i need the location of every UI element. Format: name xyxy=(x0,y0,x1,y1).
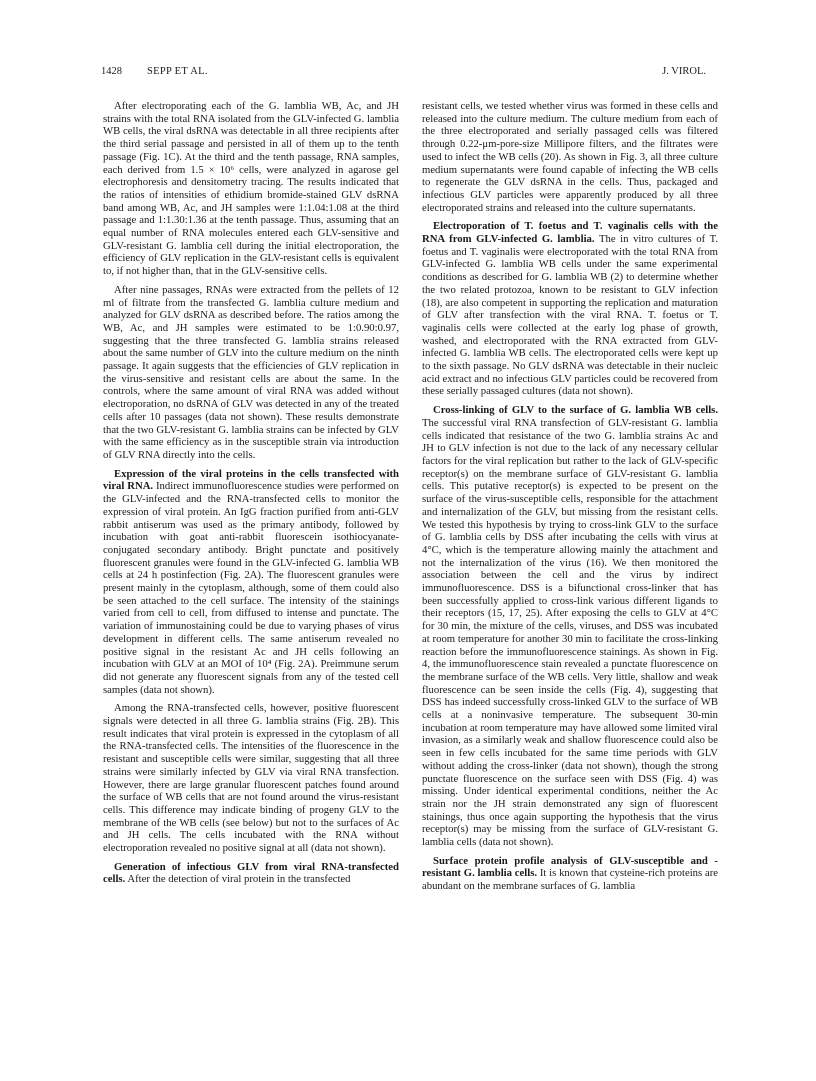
section-heading: Expression of the viral proteins in the cells transfected with viral RNA. xyxy=(103,467,399,493)
paragraph: After nine passages, RNAs were extracted from the pellets of 12 ml of filtrate from the transfected G. lamblia culture medium and analyzed for GLV dsRNA as described before. The ratios among the WB, Ac, and JH samples were estimated to be 1:0.90:0.97, suggesting that the three transfected G. lamblia strains released about the same number of GLV into the culture medium on the ninth passage. It again suggests that the efficiencies of GLV replication in the virus-sensitive and resistant cells are about the same. In the controls, where the same amount of viral RNA was added without electroporation, no dsRNA of GLV was detected in any of the treated cells after 10 passages (data not shown). These results demonstrate that the two GLV-resistant G. lamblia strains can be infected by GLV with the same efficiency as in the susceptible strain via introduction of GLV RNA directly into the cells. xyxy=(103,283,399,461)
section-paragraph: Electroporation of T. foetus and T. vaginalis cells with the RNA from GLV-infected G. lamblia. The in vitro cultures of T. foetus and T. vaginalis were electroporated with the total RNA from GLV-infected G. lamblia WB cells under the same experimental conditions as described for G. lamblia WB (2) to determine whether the two related protozoa, known to be resistant to GLV infection (18), are also competent in supporting the replication and maturation of GLV after transfection with the viral RNA. T. foetus or T. vaginalis cells were collected at the early log phase of growth, washed, and electroporated with the RNA extracted from GLV-infected G. lamblia WB cells. The electroporated cells were kept up to the sixth passage. No GLV dsRNA was detectable in their nucleic acid extract and no infectious GLV particles could be recovered from these serially passaged cultures (data not shown). xyxy=(422,220,719,398)
section-heading: Electroporation of T. foetus and T. vaginalis cells with the RNA from GLV-infected G. lamblia. xyxy=(422,220,718,246)
paragraph-continued: resistant cells, we tested whether virus was formed in these cells and released into the culture medium. The culture medium from each of the three electroporated and serially passaged cells was filtered through 0.22-μm-pore-size Millipore filters, and the filtrates were used to infect the WB cells (20). As shown in Fig. 3, all three culture medium supernatants were found capable of infecting the WB cells to regenerate the GLV dsRNA in the cells. Thus, packaged and infectious GLV particles were apparently produced by all three electroporated strains and released into the culture supernatants. xyxy=(422,100,718,214)
section-paragraph: Expression of the viral proteins in the cells transfected with viral RNA. Indirect immunofluorescence studies were performed on the GLV-infected and the RNA-transfected cells to monitor the expression of viral protein. An IgG fraction purified from anti-GLV rabbit antiserum was used as the primary antibody, followed by incubation with goat anti-rabbit fluorescein isothiocyanate-conjugated secondary antibody. Bright punctate and positively fluorescent granules were found in the GLV-infected G. lamblia WB cells at 24 h postinfection (Fig. 2A). The fluorescent granules were present mainly in the cytoplasm, although, some of them could also be seen attached to the cell surface. The intensity of the stainings varied from cell to cell, from diffused to intense and punctate. The variation of immunostaining could be due to varying phases of virus development in different cells. The same antiserum revealed no positive signal in the resistant Ac and JH cells following an incubation with GLV at an MOI of 10⁴ (Fig. 2A). Preimmune serum did not generate any fluorescent signals from any of the tested cell samples (data not shown). xyxy=(103,467,399,696)
paragraph: Among the RNA-transfected cells, however, positive fluorescent signals were detected in all three G. lamblia strains (Fig. 2B). This result indicates that viral protein is expressed in the cytoplasm of all the RNA-transfected cells. The intensities of the fluorescence in the resistant and susceptible cells were similar, suggesting that all three strains were similarly infected by GLV via viral RNA transfection. However, there are large granular fluorescent patches found around the surface of WB cells that are not found around the virus-resistant cells. This difference may indicate binding of progeny GLV to the membrane of the WB cells (see below) but not to the surfaces of Ac and JH cells. The cells incubated with the RNA without electroporation revealed no positive signal at all (data not shown). xyxy=(103,702,399,855)
section-heading: Generation of infectious GLV from viral RNA-transfected cells. xyxy=(103,860,399,886)
journal-name: J. VIROL. xyxy=(662,66,706,77)
section-paragraph: Surface protein profile analysis of GLV-susceptible and -resistant G. lamblia cells. It is known that cysteine-rich proteins are abundant on the membrane surfaces of G. lamblia xyxy=(422,854,719,893)
paragraph: After electroporating each of the G. lamblia WB, Ac, and JH strains with the total RNA isolated from the GLV-infected G. lamblia WB cells, the viral dsRNA was detectable in all three recipients after the third serial passage and persisted in all of them up to the tenth passage (Fig. 1C). At the third and the tenth passage, RNA samples, each derived from 1.5 × 10⁶ cells, were analyzed in agarose gel electrophoresis and densitometry tracing. The results indicated that the ratios of intensities of ethidium bromide-stained GLV dsRNA band among WB, Ac, and JH samples were 1:1.04:1.08 at the third passage and 1:1.30:1.36 at the tenth passage. Thus, assuming that an equal number of RNA molecules entered each GLV-sensitive and GLV-resistant G. lamblia cell during the initial electroporation, the efficiency of GLV replication in the GLV-resistant cells is equivalent to, if not higher than, that in the GLV-sensitive cells. xyxy=(103,100,399,278)
section-heading: Surface protein profile analysis of GLV-susceptible and -resistant G. lamblia cells. xyxy=(422,854,718,880)
running-authors: SEPP ET AL. xyxy=(147,66,208,77)
left-column xyxy=(103,100,399,892)
running-header xyxy=(101,66,706,80)
section-paragraph: Generation of infectious GLV from viral RNA-transfected cells. After the detection of viral protein in the transfected xyxy=(103,860,399,886)
section-heading: Cross-linking of GLV to the surface of G. lamblia WB cells. xyxy=(433,404,718,417)
right-column xyxy=(422,100,718,899)
page-number: 1428 xyxy=(101,66,122,77)
section-paragraph: Cross-linking of GLV to the surface of G. lamblia WB cells. The successful viral RNA transfection of GLV-resistant G. lamblia cells indicated that resistance of the two G. lamblia strains Ac and JH to GLV infection is not due to the lack of any necessary cellular factors for the viral replication but rather to the lack of GLV-specific receptor(s) on the membrane surface of GLV-resistant G. lamblia cells. This putative receptor(s) is expected to be present on the surface of the virus-susceptible cells, responsible for the attachment and internalization of the GLV, but missing from the resistant cells. We tested this hypothesis by trying to cross-link GLV to the surface of G. lamblia cells by DSS after incubating the cells with virus at 4°C, which is the temperature allowing mainly the attachment and not the internalization of the virus (16). We then monitored the association between the cell and the virus by indirect immunofluorescence. DSS is a bifunctional cross-linker that has been successfully applied to cross-link various different ligands to their receptors (15, 17, 25). After exposing the cells to GLV at 4°C for 30 min, the mixture of the cells, viruses, and DSS was incubated at room temperature for another 30 min to facilitate the cross-linking reaction before the immunofluorescence stainings. As shown in Fig. 4, the immunofluorescence stain revealed a punctate fluorescence on the membrane surface of the WB cells. Very little, shallow and weak fluorescence can be seen inside the cells (Fig. 4), suggesting that DSS has indeed successfully cross-linked GLV to the surface of WB cells at a noninvasive temperature. The subsequent 30-min incubation at room temperature may have allowed some limited viral invasion, as a similarly weak and shallow fluorescence could also be seen in few cells incubated for the same time periods with GLV without adding the cross-linker (data not shown), though the strong punctate fluorescence on the surface seen with DSS (Fig. 4) was missing. Under identical experimental conditions, neither the Ac strain nor the JH strain demonstrated any sign of fluorescent stainings, thus once again supporting the hypothesis that the virus receptor(s) may be missing from the surface of GLV-resistant G. lamblia cells (data not shown). xyxy=(422,404,718,849)
